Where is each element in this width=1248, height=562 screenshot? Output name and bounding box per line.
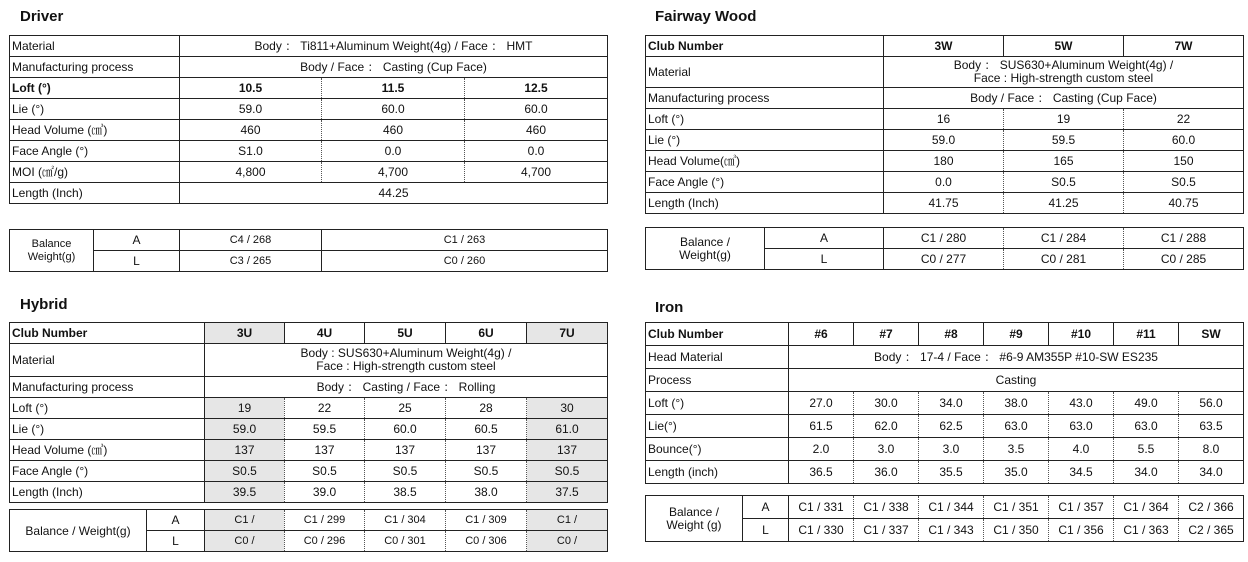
- cell: 63.0: [1114, 415, 1179, 438]
- fairway-balance-table: [645, 227, 1244, 270]
- cell: C1 / 350: [984, 519, 1049, 542]
- row-label: MOI (㎠/g): [10, 162, 180, 183]
- balance-row: [10, 251, 608, 272]
- cell: C1 / 351: [984, 496, 1049, 519]
- cell: 59.0: [205, 419, 285, 440]
- cell: 165: [1004, 151, 1124, 172]
- cell: C1 / 331: [789, 496, 854, 519]
- cell: 63.5: [1179, 415, 1244, 438]
- club-number: #11: [1114, 323, 1179, 346]
- cell: C1 / 299: [285, 510, 365, 531]
- material-line: Body : SUS630+Aluminum Weight(4g) /: [300, 346, 512, 360]
- balance-label-line: Weight(g): [679, 247, 731, 262]
- club-number: #7: [854, 323, 919, 346]
- cell: 180: [884, 151, 1004, 172]
- cell: C1 / 357: [1049, 496, 1114, 519]
- row-label: Face Angle (°): [646, 172, 884, 193]
- cell: C0 / 260: [322, 251, 608, 272]
- cell: 28: [446, 398, 527, 419]
- cell: C1 / 338: [854, 496, 919, 519]
- cell: 4,800: [180, 162, 322, 183]
- club-number: #8: [919, 323, 984, 346]
- cell: 34.0: [1114, 461, 1179, 484]
- cell: 19: [1004, 109, 1124, 130]
- cell: 60.0: [465, 99, 608, 120]
- iron-spec-table: [645, 322, 1244, 484]
- hybrid-balance-table: [9, 509, 608, 552]
- cell: 59.0: [884, 130, 1004, 151]
- hybrid-club-row: [10, 323, 608, 344]
- fairway-spec-table: [645, 35, 1244, 214]
- cell: 8.0: [1179, 438, 1244, 461]
- cell: 43.0: [1049, 392, 1114, 415]
- driver-balance-table: [9, 229, 608, 272]
- cell: 60.5: [446, 419, 527, 440]
- cell: C1 / 343: [919, 519, 984, 542]
- cell: 34.5: [1049, 461, 1114, 484]
- iron-process-row: [646, 369, 1244, 392]
- cell: C1 / 284: [1004, 228, 1124, 249]
- cell: 22: [285, 398, 365, 419]
- cell: 59.5: [1004, 130, 1124, 151]
- cell: 35.0: [984, 461, 1049, 484]
- iron-loft-row: [646, 392, 1244, 415]
- material-line: Body ： SUS630+Aluminum Weight(4g) /: [953, 58, 1174, 72]
- cell: C1 / 337: [854, 519, 919, 542]
- row-label: Length (Inch): [646, 193, 884, 214]
- balance-row: [646, 228, 1244, 249]
- row-label: Club Number: [10, 323, 205, 344]
- cell: C1 / 288: [1124, 228, 1244, 249]
- iron-balance-table: [645, 495, 1244, 542]
- cell: 0.0: [465, 141, 608, 162]
- hybrid-title: Hybrid: [20, 296, 68, 313]
- cell: C1 / 280: [884, 228, 1004, 249]
- row-label: Bounce(°): [646, 438, 789, 461]
- cell: S0.5: [1004, 172, 1124, 193]
- cell: 56.0: [1179, 392, 1244, 415]
- cell: 2.0: [789, 438, 854, 461]
- row-label: Manufacturing process: [10, 57, 180, 78]
- fairway-volume-row: [646, 151, 1244, 172]
- cell: C1 / 344: [919, 496, 984, 519]
- flex-label: A: [743, 496, 789, 519]
- hybrid-process-value: Body ： Casting / Face ： Rolling: [205, 377, 608, 398]
- cell: 60.0: [322, 99, 465, 120]
- driver-volume-row: [10, 120, 608, 141]
- cell: 460: [180, 120, 322, 141]
- club-number: 5W: [1004, 36, 1124, 57]
- cell: 49.0: [1114, 392, 1179, 415]
- fairway-process-row: [646, 88, 1244, 109]
- cell: 3.5: [984, 438, 1049, 461]
- hybrid-volume-row: [10, 440, 608, 461]
- cell: 22: [1124, 109, 1244, 130]
- row-label: Process: [646, 369, 789, 392]
- cell: 62.0: [854, 415, 919, 438]
- balance-label-line: Weight(g): [27, 250, 76, 263]
- cell: 25: [365, 398, 446, 419]
- material-line: Face : High-strength custom steel: [316, 359, 496, 373]
- row-label: Loft (°): [10, 78, 180, 99]
- cell: 137: [365, 440, 446, 461]
- cell: 30: [527, 398, 608, 419]
- club-number: #9: [984, 323, 1049, 346]
- driver-length-row: [10, 183, 608, 204]
- cell: S1.0: [180, 141, 322, 162]
- cell: S0.5: [205, 461, 285, 482]
- cell: 4.0: [1049, 438, 1114, 461]
- fairway-material-value: [884, 57, 1244, 88]
- cell: 150: [1124, 151, 1244, 172]
- cell: C0 / 296: [285, 531, 365, 552]
- cell: 460: [465, 120, 608, 141]
- cell: 37.5: [527, 482, 608, 503]
- hybrid-material-value: [205, 344, 608, 377]
- row-label: Head Volume (㎤): [10, 440, 205, 461]
- cell: C4 / 268: [180, 230, 322, 251]
- cell: 36.0: [854, 461, 919, 484]
- cell: 61.0: [527, 419, 608, 440]
- cell: C1 /: [527, 510, 608, 531]
- cell: 27.0: [789, 392, 854, 415]
- cell: C2 / 365: [1179, 519, 1244, 542]
- iron-bounce-row: [646, 438, 1244, 461]
- flex-label: A: [147, 510, 205, 531]
- cell: 41.25: [1004, 193, 1124, 214]
- cell: 4,700: [465, 162, 608, 183]
- fairway-process-value: Body / Face ： Casting (Cup Face): [884, 88, 1244, 109]
- cell: 137: [285, 440, 365, 461]
- iron-material-row: [646, 346, 1244, 369]
- cell: C1 / 363: [1114, 519, 1179, 542]
- row-label: Face Angle (°): [10, 141, 180, 162]
- balance-label: Balance / Weight(g): [10, 510, 147, 552]
- row-label: Face Angle (°): [10, 461, 205, 482]
- row-label: Club Number: [646, 323, 789, 346]
- balance-row: [10, 230, 608, 251]
- balance-label-line: Balance /: [679, 234, 731, 249]
- driver-face-angle-row: [10, 141, 608, 162]
- row-label: Lie (°): [646, 130, 884, 151]
- flex-label: A: [765, 228, 884, 249]
- hybrid-lie-row: [10, 419, 608, 440]
- cell: 62.5: [919, 415, 984, 438]
- cell: 137: [527, 440, 608, 461]
- cell: 16: [884, 109, 1004, 130]
- balance-label: [10, 230, 94, 272]
- hybrid-loft-row: [10, 398, 608, 419]
- iron-title: Iron: [655, 299, 684, 316]
- cell: 34.0: [919, 392, 984, 415]
- flex-label: L: [765, 249, 884, 270]
- row-label: Manufacturing process: [10, 377, 205, 398]
- balance-label: [646, 228, 765, 270]
- row-label: Manufacturing process: [646, 88, 884, 109]
- cell: 3.0: [854, 438, 919, 461]
- cell: C0 / 306: [446, 531, 527, 552]
- row-label: Loft (°): [646, 109, 884, 130]
- driver-spec-table: [9, 35, 608, 204]
- driver-process-value: Body / Face ： Casting (Cup Face): [180, 57, 608, 78]
- cell: 63.0: [1049, 415, 1114, 438]
- balance-row: [10, 510, 608, 531]
- iron-club-row: [646, 323, 1244, 346]
- cell: 39.5: [205, 482, 285, 503]
- driver-material-value: Body ： Ti811+Aluminum Weight(4g) / Face ： HMT: [180, 36, 608, 57]
- cell: C1 / 364: [1114, 496, 1179, 519]
- cell: 38.0: [984, 392, 1049, 415]
- cell: C0 / 285: [1124, 249, 1244, 270]
- fairway-lie-row: [646, 130, 1244, 151]
- cell: 0.0: [884, 172, 1004, 193]
- cell: 34.0: [1179, 461, 1244, 484]
- loft-value: 10.5: [180, 78, 322, 99]
- cell: 40.75: [1124, 193, 1244, 214]
- club-number: 6U: [446, 323, 527, 344]
- cell: 3.0: [919, 438, 984, 461]
- driver-length-value: 44.25: [180, 183, 608, 204]
- cell: 36.5: [789, 461, 854, 484]
- cell: C3 / 265: [180, 251, 322, 272]
- club-number: 4U: [285, 323, 365, 344]
- cell: C1 / 356: [1049, 519, 1114, 542]
- cell: C0 / 281: [1004, 249, 1124, 270]
- club-number: #10: [1049, 323, 1114, 346]
- flex-label: L: [743, 519, 789, 542]
- hybrid-face-angle-row: [10, 461, 608, 482]
- material-line: Face : High-strength custom steel: [973, 71, 1154, 85]
- row-label: Length (Inch): [10, 482, 205, 503]
- balance-label-line: Balance /: [668, 504, 720, 519]
- fairway-material-row: [646, 57, 1244, 88]
- loft-value: 12.5: [465, 78, 608, 99]
- row-label: Material: [10, 36, 180, 57]
- row-label: Head Volume(㎤): [646, 151, 884, 172]
- cell: 137: [446, 440, 527, 461]
- balance-label: [646, 496, 743, 542]
- cell: 35.5: [919, 461, 984, 484]
- cell: C1 / 309: [446, 510, 527, 531]
- cell: C2 / 366: [1179, 496, 1244, 519]
- cell: C0 /: [205, 531, 285, 552]
- cell: C1 / 330: [789, 519, 854, 542]
- cell: 59.5: [285, 419, 365, 440]
- cell: S0.5: [365, 461, 446, 482]
- club-number: 3U: [205, 323, 285, 344]
- row-label: Lie (°): [10, 99, 180, 120]
- cell: 4,700: [322, 162, 465, 183]
- hybrid-process-row: [10, 377, 608, 398]
- club-number: #6: [789, 323, 854, 346]
- club-number: 3W: [884, 36, 1004, 57]
- cell: 59.0: [180, 99, 322, 120]
- row-label: Lie (°): [10, 419, 205, 440]
- fairway-face-angle-row: [646, 172, 1244, 193]
- cell: S0.5: [285, 461, 365, 482]
- hybrid-length-row: [10, 482, 608, 503]
- cell: S0.5: [527, 461, 608, 482]
- driver-moi-row: [10, 162, 608, 183]
- row-label: Material: [646, 57, 884, 88]
- row-label: Lie(°): [646, 415, 789, 438]
- row-label: Length (Inch): [10, 183, 180, 204]
- cell: 19: [205, 398, 285, 419]
- fairway-length-row: [646, 193, 1244, 214]
- flex-label: L: [147, 531, 205, 552]
- cell: 5.5: [1114, 438, 1179, 461]
- driver-process-row: [10, 57, 608, 78]
- driver-loft-row: [10, 78, 608, 99]
- cell: C1 /: [205, 510, 285, 531]
- cell: 460: [322, 120, 465, 141]
- driver-material-row: [10, 36, 608, 57]
- balance-label-line: Weight (g): [666, 517, 722, 532]
- club-number: 7U: [527, 323, 608, 344]
- iron-material-value: Body ： 17-4 / Face ： #6-9 AM355P #10-SW ES235: [789, 346, 1244, 369]
- fairway-loft-row: [646, 109, 1244, 130]
- cell: C0 / 277: [884, 249, 1004, 270]
- row-label: Loft (°): [646, 392, 789, 415]
- flex-label: L: [94, 251, 180, 272]
- cell: 60.0: [365, 419, 446, 440]
- cell: C0 /: [527, 531, 608, 552]
- cell: 38.0: [446, 482, 527, 503]
- balance-row: [646, 496, 1244, 519]
- cell: 38.5: [365, 482, 446, 503]
- cell: 61.5: [789, 415, 854, 438]
- loft-value: 11.5: [322, 78, 465, 99]
- balance-label-line: Balance: [31, 237, 72, 250]
- driver-lie-row: [10, 99, 608, 120]
- cell: 63.0: [984, 415, 1049, 438]
- iron-length-row: [646, 461, 1244, 484]
- row-label: Club Number: [646, 36, 884, 57]
- iron-lie-row: [646, 415, 1244, 438]
- cell: 30.0: [854, 392, 919, 415]
- cell: 137: [205, 440, 285, 461]
- fairway-title: Fairway Wood: [655, 8, 757, 25]
- cell: 0.0: [322, 141, 465, 162]
- cell: 41.75: [884, 193, 1004, 214]
- cell: C0 / 301: [365, 531, 446, 552]
- row-label: Loft (°): [10, 398, 205, 419]
- cell: C1 / 263: [322, 230, 608, 251]
- row-label: Head Volume (㎤): [10, 120, 180, 141]
- row-label: Head Material: [646, 346, 789, 369]
- club-number: 7W: [1124, 36, 1244, 57]
- cell: S0.5: [1124, 172, 1244, 193]
- club-number: 5U: [365, 323, 446, 344]
- fairway-club-row: [646, 36, 1244, 57]
- row-label: Length (inch): [646, 461, 789, 484]
- cell: 60.0: [1124, 130, 1244, 151]
- club-number: SW: [1179, 323, 1244, 346]
- cell: 39.0: [285, 482, 365, 503]
- hybrid-material-row: [10, 344, 608, 377]
- row-label: Material: [10, 344, 205, 377]
- iron-process-value: Casting: [789, 369, 1244, 392]
- cell: C1 / 304: [365, 510, 446, 531]
- driver-title: Driver: [20, 8, 64, 25]
- cell: S0.5: [446, 461, 527, 482]
- flex-label: A: [94, 230, 180, 251]
- hybrid-spec-table: [9, 322, 608, 503]
